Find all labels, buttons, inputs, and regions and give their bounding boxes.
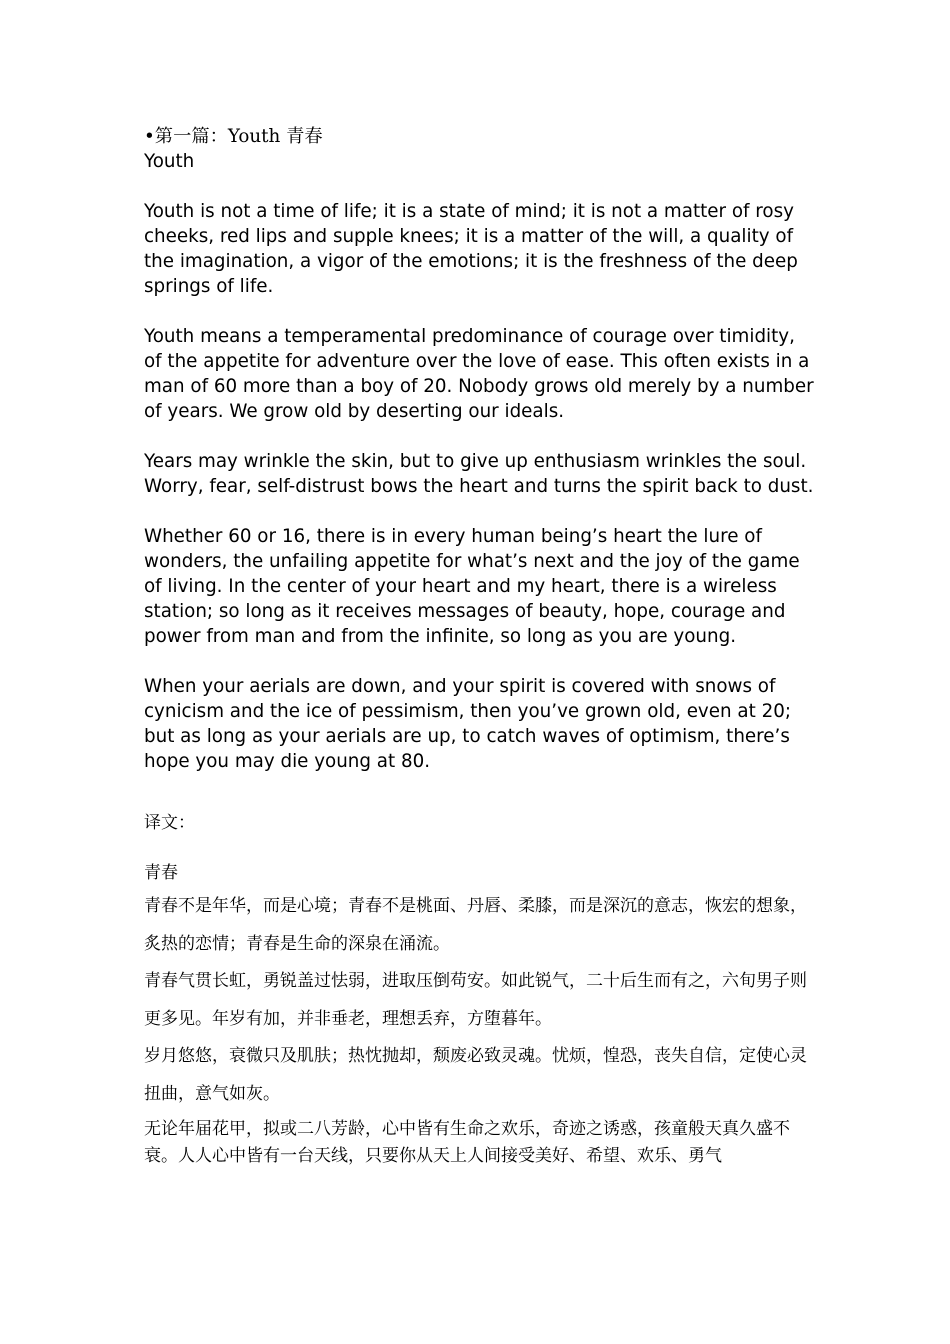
english-paragraph: Youth means a temperamental predominance of courage over timidity, of the appetite for adventure over the love of ease. This often exists in a man of 60 more than a boy of 20. Nobody grows old merely by a number of years. We grow old by deserting our ideals. <box>144 326 814 422</box>
chinese-title: 青春 <box>144 863 178 883</box>
translation-label: 译文： <box>144 813 195 833</box>
chinese-paragraph: 岁月悠悠，衰微只及肌肤；热忱抛却，颓废必致灵魂。忧烦，惶恐，丧失自信，定使心灵扭曲，意气如灰。 <box>144 1046 807 1104</box>
document-page <box>144 124 814 1170</box>
chinese-paragraph: 青春气贯长虹，勇锐盖过怯弱，进取压倒苟安。如此锐气，二十后生而有之，六旬男子则更多见。年岁有加，并非垂老，理想丢弃，方堕暮年。 <box>144 971 807 1029</box>
english-paragraph: Whether 60 or 16, there is in every human being’s heart the lure of wonders, the unfailing appetite for what’s next and the joy of the game of living. In the center of your heart and my heart, there is a wireless station; so long as it receives messages of beauty, hope, courage and power from man and from the infinite, so long as you are young. <box>144 526 800 647</box>
section-heading: •第一篇：Youth 青春 <box>144 126 323 147</box>
english-paragraph: Years may wrinkle the skin, but to give up enthusiasm wrinkles the soul. Worry, fear, self-distrust bows the heart and turns the spirit back to dust. <box>144 451 814 497</box>
english-paragraph: Youth is not a time of life; it is a state of mind; it is not a matter of rosy cheeks, red lips and supple knees; it is a matter of the will, a quality of the imagination, a vigor of the emotions; it is the freshness of the deep springs of life. <box>144 201 798 297</box>
chinese-paragraph: 无论年届花甲，拟或二八芳龄，心中皆有生命之欢乐，奇迹之诱惑，孩童般天真久盛不衰。人人心中皆有一台天线，只要你从天上人间接受美好、希望、欢乐、勇气 <box>144 1119 790 1166</box>
english-paragraph: When your aerials are down, and your spirit is covered with snows of cynicism and the ice of pessimism, then you’ve grown old, even at 20; but as long as your aerials are up, to catch waves of optimism, there’s hope you may die young at 80. <box>144 676 792 772</box>
english-title: Youth <box>144 151 195 172</box>
chinese-paragraph: 青春不是年华，而是心境；青春不是桃面、丹唇、柔膝，而是深沉的意志，恢宏的想象，炙热的恋情；青春是生命的深泉在涌流。 <box>144 896 807 954</box>
